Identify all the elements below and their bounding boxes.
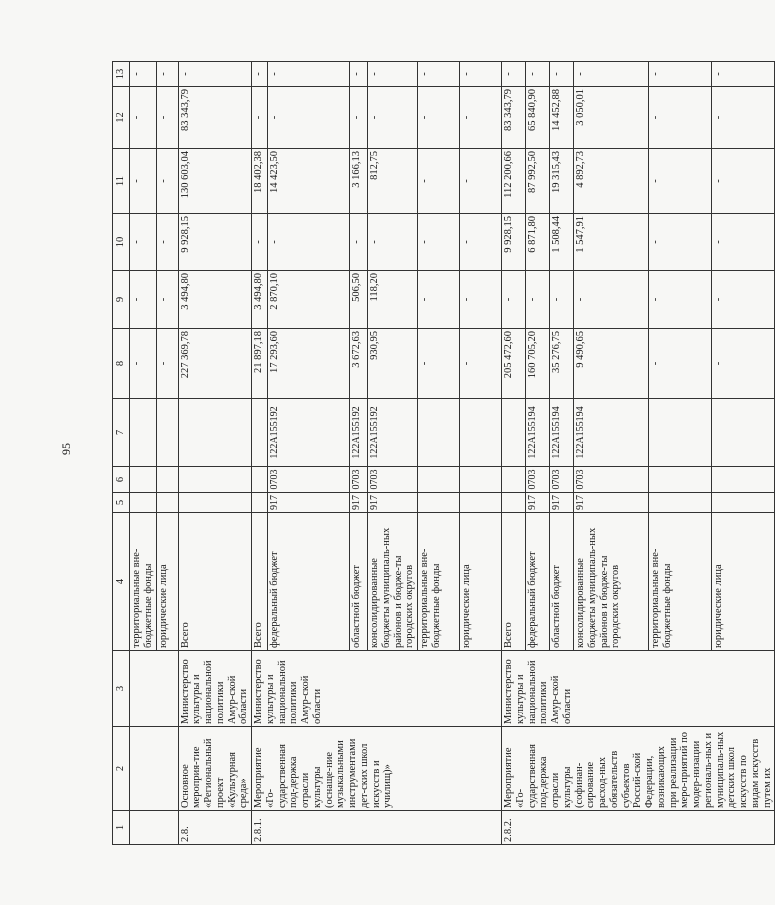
cell-c7: 122A155192 [268,399,350,467]
cell-c10: - [712,214,775,271]
cell-c7 [460,399,502,467]
cell-c7: 122A155194 [550,399,574,467]
funding-source: консолидированные бюджеты муниципаль-ных районов и бюдже-ты городских округов [368,513,418,651]
responsible-executor: Министерство культуры и национальной политики Амур-ской области [178,651,252,727]
cell-c7: 122A155192 [368,399,418,467]
cell-c11: 112 200,66 [502,149,526,214]
cell-c9: - [526,271,550,329]
cell-c9: 506,50 [350,271,368,329]
funding-source: юридические лица [712,513,775,651]
continuation-cell-c3 [130,651,179,727]
cell-c12: - [350,87,368,149]
table-body [113,62,775,845]
funding-source: федеральный бюджет [526,513,550,651]
continuation-cell-c1 [130,811,179,845]
cell-c10: - [130,214,157,271]
cell-c12: - [130,87,157,149]
cell-c10: - [460,214,502,271]
cell-c8: - [460,329,502,399]
cell-c12: - [712,87,775,149]
cell-c6 [252,467,268,493]
cell-c12: - [268,87,350,149]
cell-c6 [649,467,712,493]
cell-c9: 3 494,80 [252,271,268,329]
cell-c10: - [418,214,460,271]
column-header-10: 10 [113,214,130,271]
cell-c6 [156,467,178,493]
cell-c5: 917 [368,493,418,513]
cell-c8: - [156,329,178,399]
cell-c10: - [252,214,268,271]
cell-c8: 17 293,60 [268,329,350,399]
cell-c7 [156,399,178,467]
funding-source: Всего [178,513,252,651]
item-name: Мероприятие «Го-сударственная под-держка отрасли культуры (софинан-сирование расход-ных обязательств субъектов Россий-ской Федерации, возникающих при реализации меро-приятий по модер-низации региональ-ных и муниципаль-ных детских школ искусств по видам искусств путем их [502,727,775,811]
funding-source: юридические лица [156,513,178,651]
cell-c6 [130,467,157,493]
responsible-executor: Министерство культуры и национальной политики Амур-ской области [252,651,502,727]
column-header-12: 12 [113,87,130,149]
cell-c10: - [649,214,712,271]
cell-c6 [178,467,252,493]
cell-c9: - [130,271,157,329]
cell-c10: - [268,214,350,271]
cell-c7: 122A155192 [350,399,368,467]
cell-c7 [252,399,268,467]
funding-source: территориальные вне-бюджетные фонды [418,513,460,651]
cell-c11: 18 402,38 [252,149,268,214]
cell-c11: - [156,149,178,214]
cell-c5: 917 [574,493,649,513]
cell-c11: 19 315,43 [550,149,574,214]
table-row [502,62,526,845]
cell-c5 [252,493,268,513]
cell-c10: - [368,214,418,271]
column-header-9: 9 [113,271,130,329]
cell-c12: 65 840,90 [526,87,550,149]
cell-c13: - [649,62,712,87]
cell-c8: 205 472,60 [502,329,526,399]
cell-c9: - [712,271,775,329]
cell-c9: - [418,271,460,329]
cell-c7: 122A155194 [574,399,649,467]
cell-c6 [502,467,526,493]
cell-c11: - [649,149,712,214]
cell-c7: 122A155194 [526,399,550,467]
cell-c11: - [418,149,460,214]
cell-c10: 1 547,91 [574,214,649,271]
cell-c11: 14 423,50 [268,149,350,214]
cell-c11: 130 603,04 [178,149,252,214]
table-row [130,62,157,845]
cell-c8: - [130,329,157,399]
cell-c6 [418,467,460,493]
column-header-6: 6 [113,467,130,493]
cell-c11: 812,75 [368,149,418,214]
cell-c5: 917 [550,493,574,513]
funding-source: областной бюджет [350,513,368,651]
cell-c10: 6 871,80 [526,214,550,271]
column-header-8: 8 [113,329,130,399]
cell-c12: 3 050,01 [574,87,649,149]
cell-c13: - [526,62,550,87]
cell-c11: 3 166,13 [350,149,368,214]
cell-c9: - [502,271,526,329]
cell-c6 [712,467,775,493]
cell-c7 [178,399,252,467]
cell-c5 [460,493,502,513]
cell-c10: 1 508,44 [550,214,574,271]
cell-c12: 83 343,79 [178,87,252,149]
cell-c8: - [712,329,775,399]
rotated-table-container [112,62,773,845]
cell-c13: - [252,62,268,87]
cell-c6: 0703 [268,467,350,493]
cell-c12: - [252,87,268,149]
funding-source: Всего [502,513,526,651]
cell-c12: - [368,87,418,149]
cell-c6: 0703 [368,467,418,493]
cell-c9: - [460,271,502,329]
cell-c8: - [649,329,712,399]
cell-c12: 83 343,79 [502,87,526,149]
item-number: 2.8. [178,811,252,845]
cell-c9: 2 870,10 [268,271,350,329]
cell-c12: - [649,87,712,149]
cell-c6: 0703 [526,467,550,493]
cell-c8: - [418,329,460,399]
funding-source: Всего [252,513,268,651]
cell-c5: 917 [526,493,550,513]
funding-source: юридические лица [460,513,502,651]
column-header-3: 3 [113,651,130,727]
cell-c10: 9 928,15 [502,214,526,271]
item-name: Основное мероприя-тие «Региональный проект «Культурная среда» [178,727,252,811]
cell-c11: - [130,149,157,214]
cell-c13: - [156,62,178,87]
cell-c6: 0703 [350,467,368,493]
cell-c7 [502,399,526,467]
item-number: 2.8.2. [502,811,775,845]
funding-source: областной бюджет [550,513,574,651]
column-header-1: 1 [113,811,130,845]
cell-c7 [649,399,712,467]
cell-c7 [712,399,775,467]
cell-c12: - [156,87,178,149]
cell-c6 [460,467,502,493]
cell-c6: 0703 [550,467,574,493]
cell-c8: 35 276,75 [550,329,574,399]
cell-c7 [418,399,460,467]
cell-c8: 227 369,78 [178,329,252,399]
cell-c11: 4 892,73 [574,149,649,214]
cell-c6: 0703 [574,467,649,493]
cell-c9: - [156,271,178,329]
header-row [113,62,130,845]
cell-c10: - [350,214,368,271]
cell-c9: 3 494,80 [178,271,252,329]
cell-c5 [130,493,157,513]
cell-c10: 9 928,15 [178,214,252,271]
cell-c5 [502,493,526,513]
cell-c5 [649,493,712,513]
continuation-cell-c2 [130,727,179,811]
cell-c13: - [368,62,418,87]
cell-c5 [418,493,460,513]
cell-c13: - [550,62,574,87]
cell-c5 [156,493,178,513]
column-header-4: 4 [113,513,130,651]
table-row [178,62,252,845]
page-number: 95 [59,443,73,455]
column-header-2: 2 [113,727,130,811]
column-header-7: 7 [113,399,130,467]
cell-c9: - [550,271,574,329]
cell-c13: - [178,62,252,87]
cell-c9: 118,20 [368,271,418,329]
cell-c8: 9 490,65 [574,329,649,399]
column-header-13: 13 [113,62,130,87]
cell-c11: 87 992,50 [526,149,550,214]
cell-c13: - [574,62,649,87]
cell-c8: 21 897,18 [252,329,268,399]
cell-c9: - [649,271,712,329]
cell-c5 [712,493,775,513]
column-header-5: 5 [113,493,130,513]
cell-c7 [130,399,157,467]
cell-c9: - [574,271,649,329]
cell-c12: 14 452,88 [550,87,574,149]
cell-c8: 3 672,63 [350,329,368,399]
cell-c13: - [130,62,157,87]
cell-c12: - [460,87,502,149]
funding-source: территориальные вне-бюджетные фонды [130,513,157,651]
column-header-11: 11 [113,149,130,214]
cell-c13: - [502,62,526,87]
cell-c8: 160 705,20 [526,329,550,399]
cell-c13: - [350,62,368,87]
funding-source: консолидированные бюджеты муниципаль-ных районов и бюдже-ты городских округов [574,513,649,651]
cell-c10: - [156,214,178,271]
cell-c13: - [712,62,775,87]
table-row [252,62,268,845]
funding-source: территориальные вне-бюджетные фонды [649,513,712,651]
responsible-executor: Министерство культуры и национальной политики Амур-ской области [502,651,775,727]
cell-c5: 917 [268,493,350,513]
cell-c5: 917 [350,493,368,513]
cell-c13: - [460,62,502,87]
funding-source: федеральный бюджет [268,513,350,651]
item-name: Мероприятие «Го-сударственная под-держка отрасли культуры (оснаще-ние музыкальными инструментами дет-ских школ искусств и училищ)» [252,727,502,811]
cell-c8: 930,95 [368,329,418,399]
cell-c11: - [712,149,775,214]
budget-table [112,61,775,845]
cell-c12: - [418,87,460,149]
cell-c13: - [268,62,350,87]
cell-c13: - [418,62,460,87]
cell-c5 [178,493,252,513]
item-number: 2.8.1. [252,811,502,845]
cell-c11: - [460,149,502,214]
